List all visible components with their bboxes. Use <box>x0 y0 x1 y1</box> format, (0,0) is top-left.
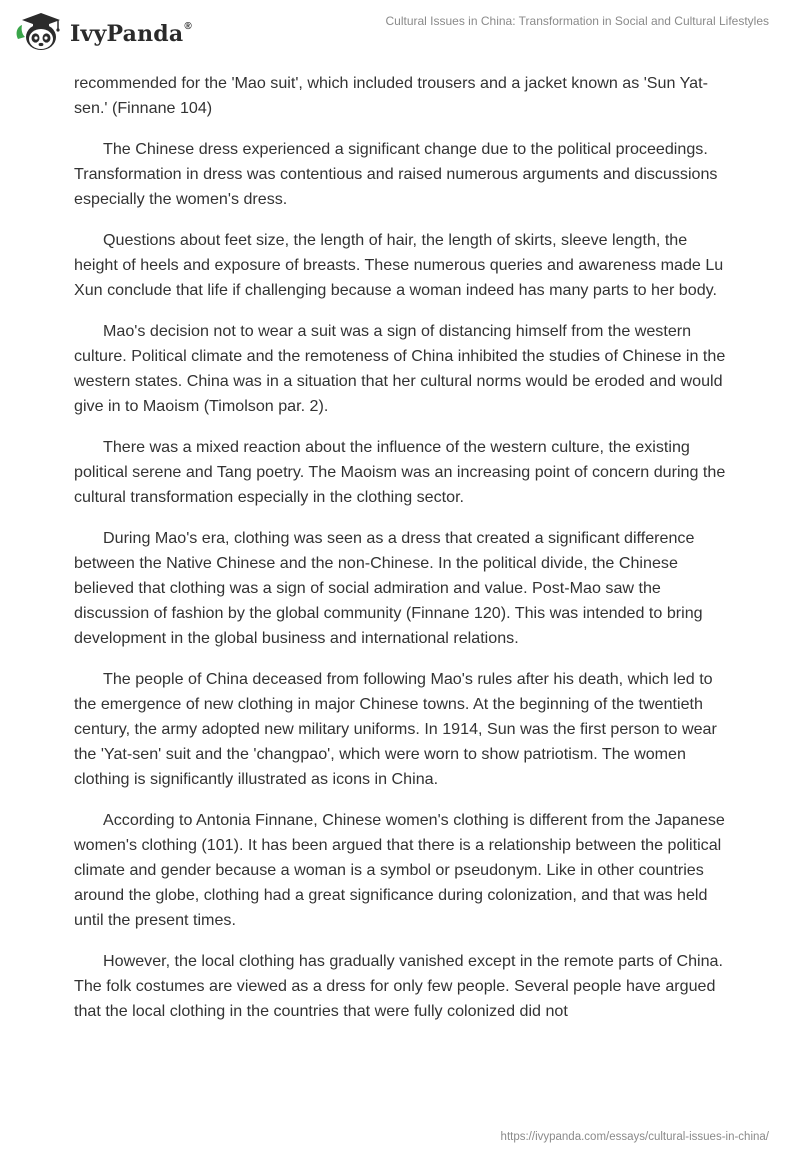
ivypanda-logo[interactable] <box>14 8 192 56</box>
registered-mark: ® <box>184 20 192 32</box>
panda-graduate-icon <box>14 9 64 55</box>
paragraph: The people of China deceased from following Mao's rules after his death, which led to the emergence of new clothing in major Chinese towns. At the beginning of the twentieth century, the army adopted new military uniforms. In 1914, Sun was the first person to wear the 'Yat-sen' suit and the 'changpao', which were worn to show patriotism. The women clothing is significantly illustrated as icons in China. <box>74 670 717 788</box>
essay-body <box>74 71 734 1040</box>
paragraph: Mao's decision not to wear a suit was a sign of distancing himself from the western culture. Political climate and the remoteness of China inhibited the studies of Chinese in the western states. China was in a situation that her cultural norms would be eroded and would give in to Maoism (Timolson par. 2). <box>74 322 726 415</box>
paragraph: There was a mixed reaction about the influence of the western culture, the existing political serene and Tang poetry. The Maoism was an increasing point of concern during the cultural transformation especially in the clothing sector. <box>74 438 726 506</box>
paragraph: Questions about feet size, the length of hair, the length of skirts, sleeve length, the height of heels and exposure of breasts. These numerous queries and awareness made Lu Xun conclude that life if challenging because a woman indeed has many parts to her body. <box>74 231 724 299</box>
paragraph: During Mao's era, clothing was seen as a dress that created a significant difference between the Native Chinese and the non-Chinese. In the political divide, the Chinese believed that clothing was a sign of social admiration and value. Post-Mao saw the discussion of fashion by the global community (Finnane 120). This was intended to bring development in the global business and international relations. <box>74 529 703 647</box>
page-header <box>0 0 800 64</box>
paragraph: According to Antonia Finnane, Chinese women's clothing is different from the Japanese women's clothing (101). It has been argued that there is a relationship between the political climate and gender because a woman is a symbol or pseudonym. Like in other countries around the globe, clothing had a great significance during colonization, and that was held until the present times. <box>74 811 725 929</box>
document-title: Cultural Issues in China: Transformation in Social and Cultural Lifestyles <box>385 14 769 28</box>
source-url[interactable]: https://ivypanda.com/essays/cultural-issues-in-china/ <box>500 1131 769 1143</box>
paragraph: However, the local clothing has gradually vanished except in the remote parts of China. The folk costumes are viewed as a dress for only few people. Several people have argued that the local clothing in the countries that were fully colonized did not <box>74 952 723 1020</box>
paragraph-continued: recommended for the 'Mao suit', which included trousers and a jacket known as 'Sun Yat-sen.' (Finnane 104) <box>74 74 708 117</box>
brand-name: IvyPanda® <box>70 20 192 47</box>
paragraph: The Chinese dress experienced a significant change due to the political proceedings. Transformation in dress was contentious and raised numerous arguments and discussions especially the women's dress. <box>74 140 718 208</box>
